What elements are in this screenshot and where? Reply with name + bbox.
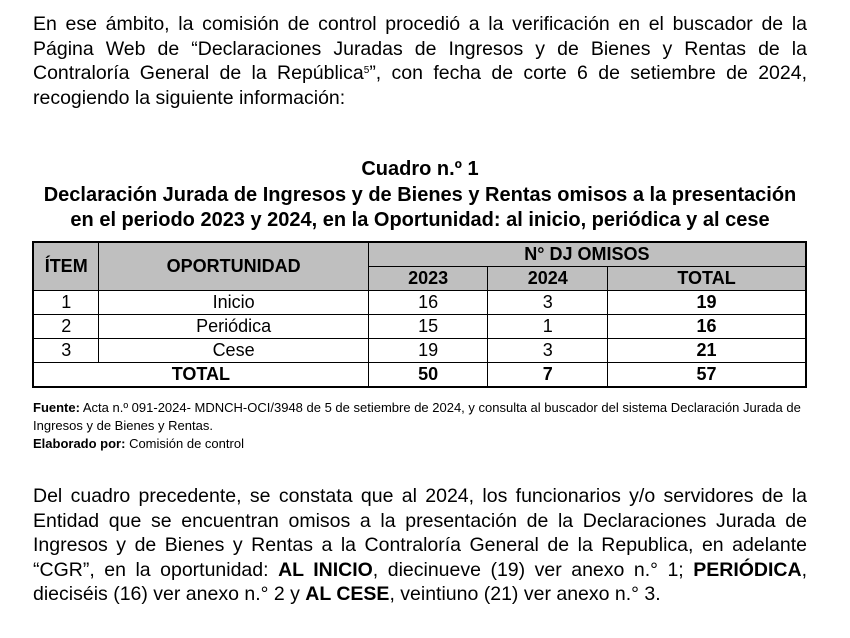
total-row (33, 363, 806, 388)
table-number: Cuadro n.º 1 (361, 158, 479, 180)
emphasis-al-cese: AL CESE (305, 583, 390, 605)
header-item: ÍTEM (33, 242, 99, 291)
conclusion-paragraph (33, 484, 807, 607)
omissions-table (32, 241, 807, 388)
header-oportunidad: OPORTUNIDAD (99, 242, 368, 291)
header-row-1 (33, 242, 806, 267)
cell-2023: 15 (368, 315, 488, 339)
cell-2024: 3 (488, 339, 608, 363)
cell-2024: 1 (488, 315, 608, 339)
footnote-ref[interactable]: 5 (363, 65, 370, 76)
cell-oportunidad: Cese (99, 339, 368, 363)
cell-item: 1 (33, 291, 99, 315)
source-text: Acta n.º 091-2024- MDNCH-OCI/3948 de 5 de setiembre de 2024, y consulta al buscador del sistema Declaración Jurada de Ingresos y de Bienes y Rentas. (33, 400, 801, 433)
cell-total: 19 (608, 291, 806, 315)
intro-text-end: ”, con fecha de corte 6 de setiembre de 2024, recogiendo la siguiente información: (33, 62, 807, 109)
total-2023: 50 (368, 363, 488, 388)
cell-oportunidad: Periódica (99, 315, 368, 339)
cell-item: 2 (33, 315, 99, 339)
table-row (33, 291, 806, 315)
made-by-text: Comisión de control (125, 436, 244, 451)
emphasis-periodica: PERIÓDICA (693, 558, 802, 581)
source-note (33, 399, 813, 435)
conclusion-text: Del cuadro precedente, se constata que al 2024, los funcionarios y/o servidores de la Entidad que se encuentran omisos a la presentación de la Declaraciones Jurada de Ingresos y de Bienes y Rentas a la Contraloría General de la Republica, en adelante “CGR”, en la oportunidad: (33, 485, 807, 581)
cell-item: 3 (33, 339, 99, 363)
emphasis-al-inicio: AL INICIO (278, 558, 373, 581)
cell-2023: 19 (368, 339, 488, 363)
made-by-label: Elaborado por: (33, 436, 126, 451)
table-notes (33, 399, 813, 453)
cell-2023: 16 (368, 291, 488, 315)
total-2024: 7 (488, 363, 608, 388)
source-label: Fuente: (33, 400, 80, 415)
conclusion-text: , diecinueve (19) ver anexo n.° 1; (372, 558, 694, 581)
intro-text: En ese ámbito, la comisión de control procedió a la verificación en el buscador de la Página Web de “Declaraciones Juradas de Ingresos y de Bienes y Rentas de la Contraloría General de la República (33, 13, 807, 84)
total-total: 57 (608, 363, 806, 388)
cell-oportunidad: Inicio (99, 291, 368, 315)
cell-2024: 3 (488, 291, 608, 315)
made-by-note (33, 435, 813, 453)
table-row (33, 315, 806, 339)
cell-total: 16 (608, 315, 806, 339)
header-2023: 2023 (368, 267, 488, 291)
total-label: TOTAL (33, 363, 368, 388)
header-dj-omisos: N° DJ OMISOS (368, 242, 806, 267)
cell-total: 21 (608, 339, 806, 363)
conclusion-text: , veintiuno (21) ver anexo n.° 3. (389, 583, 661, 605)
table-title: Declaración Jurada de Ingresos y de Bienes y Rentas omisos a la presentación en el periodo 2023 y 2024, en la Oportunidad: al inicio, periódica y al cese (43, 184, 797, 231)
header-total: TOTAL (608, 267, 806, 291)
header-2024: 2024 (488, 267, 608, 291)
intro-paragraph (33, 12, 807, 110)
table-row (33, 339, 806, 363)
conclusion-text: , dieciséis (16) ver anexo n.° 2 y (33, 558, 807, 605)
